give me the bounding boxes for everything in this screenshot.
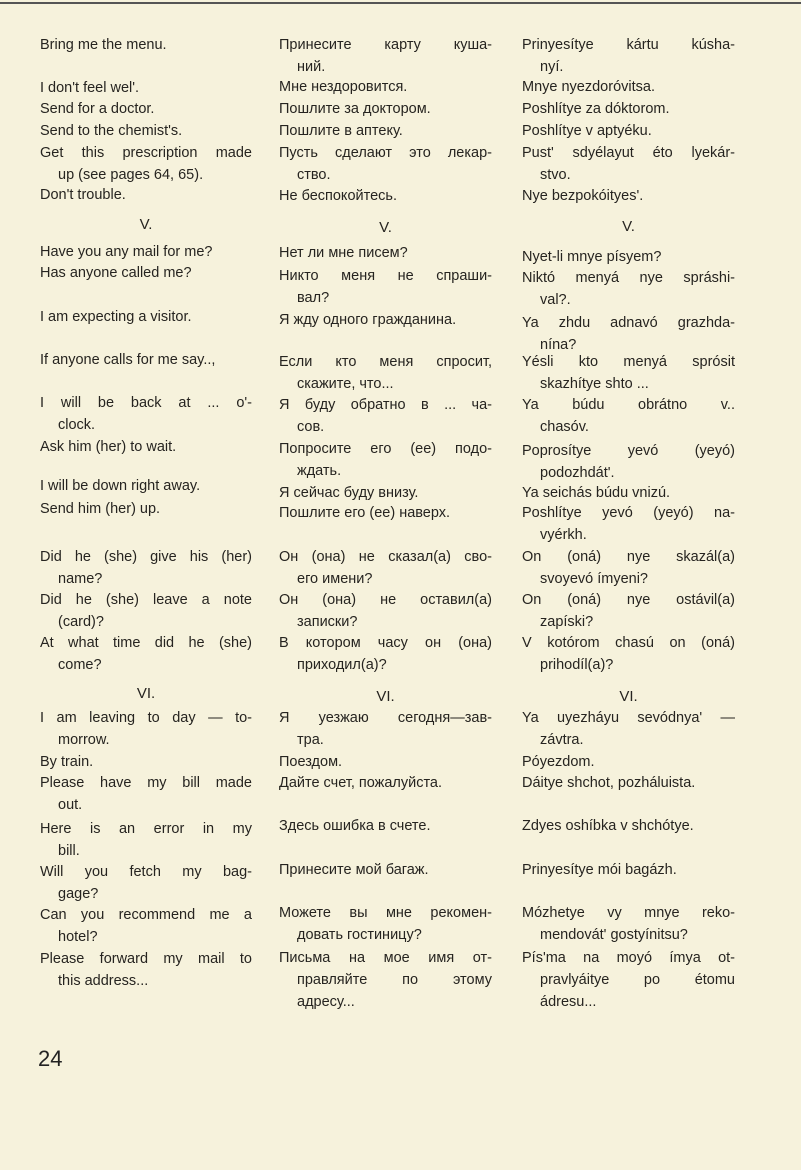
- russian-phrase-line: вал?: [297, 290, 330, 306]
- transliteration-line: Prinyesítye kártu kúsha-: [522, 37, 735, 53]
- english-phrase-line: Please forward my mail to: [40, 951, 252, 967]
- transliteration-line: Niktó menyá nye spráshi-: [522, 270, 735, 286]
- transliteration-line: Ya búdu obrátno v..: [522, 397, 735, 413]
- english-phrase-line: Ask him (her) to wait.: [40, 439, 177, 455]
- russian-phrase-line: Пошлите его (ее) наверх.: [279, 505, 451, 521]
- english-phrase-line: I will be back at ... o'-: [40, 395, 252, 411]
- english-phrase-line: Did he (she) give his (her): [40, 549, 252, 565]
- transliteration-line: Poshlítye yevó (yeyó) na-: [522, 505, 735, 521]
- russian-phrase-line: Если кто меня спросит,: [279, 354, 492, 370]
- english-phrase-line: I will be down right away.: [40, 478, 201, 494]
- russian-phrase-line: ний.: [297, 59, 326, 75]
- english-phrase-line: At what time did he (she): [40, 635, 252, 651]
- english-phrase-line: Get this prescription made: [40, 145, 252, 161]
- english-phrase-line: clock.: [58, 417, 96, 433]
- russian-phrase-line: ство.: [297, 167, 331, 183]
- russian-phrase-line: Письма на мое имя от-: [279, 950, 492, 966]
- transliteration-line: Ya uyezháyu sevódnya' —: [522, 710, 735, 726]
- transliteration-line: stvo.: [540, 167, 571, 183]
- transliteration-line: Mózhetye vy mnye reko-: [522, 905, 735, 921]
- russian-phrase-line: тра.: [297, 732, 324, 748]
- russian-phrase-line: Он (она) не оставил(а): [279, 592, 492, 608]
- russian-phrase-line: Мне нездоровится.: [279, 79, 408, 95]
- transliteration-line: On (oná) nye skazál(a): [522, 549, 735, 565]
- english-phrase-line: Send to the chemist's.: [40, 123, 183, 139]
- transliteration-line: vyérkh.: [540, 527, 587, 543]
- english-phrase-line: Here is an error in my: [40, 821, 252, 837]
- english-phrase-line: up (see pages 64, 65).: [58, 167, 204, 183]
- transliteration-line: Prinyesítye mói bagázh.: [522, 862, 677, 878]
- page-number: 24: [38, 1046, 63, 1071]
- section-heading-tr: V.: [622, 218, 635, 235]
- transliteration-line: On (oná) nye ostávil(a): [522, 592, 735, 608]
- russian-phrase-line: Никто меня не спраши-: [279, 268, 492, 284]
- transliteration-line: svoyevó ímyeni?: [540, 571, 648, 587]
- russian-phrase-line: Я буду обратно в ... ча-: [279, 397, 492, 413]
- russian-phrase-line: правляйте по этому: [297, 972, 492, 988]
- russian-phrase-line: Я сейчас буду внизу.: [279, 485, 419, 501]
- english-phrase-line: Send him (her) up.: [40, 501, 161, 517]
- english-phrase-line: Did he (she) leave a note: [40, 592, 252, 608]
- english-phrase-line: hotel?: [58, 929, 98, 945]
- russian-phrase-line: Дайте счет, пожалуйста.: [279, 775, 443, 791]
- russian-phrase-line: Здесь ошибка в счете.: [279, 818, 431, 834]
- transliteration-line: mendovát' gostyínitsu?: [540, 927, 688, 943]
- transliteration-line: závtra.: [540, 732, 584, 748]
- english-phrase-line: Don't trouble.: [40, 187, 126, 203]
- english-phrase-line: Please have my bill made: [40, 775, 252, 791]
- transliteration-line: Poshlítye v aptyéku.: [522, 123, 652, 139]
- russian-phrase-line: В котором часу он (она): [279, 635, 492, 651]
- russian-phrase-line: скажите, что...: [297, 376, 394, 392]
- russian-phrase-line: Пошлите в аптеку.: [279, 123, 403, 139]
- russian-phrase-line: Не беспокойтесь.: [279, 188, 397, 204]
- russian-phrase-line: Попросите его (ее) подо-: [279, 441, 492, 457]
- russian-phrase-line: Можете вы мне рекомен-: [279, 905, 492, 921]
- transliteration-line: Dáitye shchot, pozháluista.: [522, 775, 696, 791]
- english-phrase-line: By train.: [40, 754, 94, 770]
- transliteration-line: prihodíl(a)?: [540, 657, 614, 673]
- russian-phrase-line: Я уезжаю сегодня—зав-: [279, 710, 492, 726]
- transliteration-line: podozhdát'.: [540, 465, 615, 481]
- transliteration-line: Póyezdom.: [522, 754, 595, 770]
- russian-phrase-line: записки?: [297, 614, 358, 630]
- transliteration-line: ádresu...: [540, 994, 597, 1010]
- section-heading-ru: V.: [379, 219, 392, 236]
- english-phrase-line: I am leaving to day — to-: [40, 710, 252, 726]
- transliteration-line: nína?: [540, 337, 577, 353]
- russian-phrase-line: Он (она) не сказал(а) сво-: [279, 549, 492, 565]
- transliteration-line: chasóv.: [540, 419, 589, 435]
- transliteration-line: skazhítye shto ...: [540, 376, 649, 392]
- english-phrase-line: I am expecting a visitor.: [40, 309, 192, 325]
- english-phrase-line: Bring me the menu.: [40, 37, 167, 53]
- section-heading-tr: VI.: [619, 688, 638, 705]
- russian-phrase-line: Пошлите за доктором.: [279, 101, 431, 117]
- russian-phrase-line: ждать.: [297, 463, 342, 479]
- english-phrase-line: gage?: [58, 886, 99, 902]
- english-phrase-line: morrow.: [58, 732, 110, 748]
- russian-phrase-line: Принесите мой багаж.: [279, 862, 429, 878]
- section-heading-en: V.: [139, 216, 153, 233]
- english-phrase-line: Has anyone called me?: [40, 265, 192, 281]
- russian-phrase-line: Принесите карту куша-: [279, 37, 492, 53]
- english-phrase-line: Can you recommend me a: [40, 907, 252, 923]
- english-phrase-line: come?: [58, 657, 102, 673]
- english-phrase-line: Have you any mail for me?: [40, 244, 213, 260]
- transliteration-line: nyí.: [540, 59, 564, 75]
- transliteration-line: Pust' sdyélayut éto lyekár-: [522, 145, 735, 161]
- transliteration-line: Yésli kto menyá sprósit: [522, 354, 735, 370]
- transliteration-line: V kotórom chasú on (oná): [522, 635, 735, 651]
- russian-phrase-line: сов.: [297, 419, 325, 435]
- transliteration-line: Poshlítye za dóktorom.: [522, 101, 670, 117]
- english-phrase-line: Send for a doctor.: [40, 101, 155, 117]
- russian-phrase-line: Нет ли мне писем?: [279, 245, 408, 261]
- russian-phrase-line: довать гостиницу?: [297, 927, 422, 943]
- transliteration-line: val?.: [540, 292, 571, 308]
- russian-phrase-line: Поездом.: [279, 754, 343, 770]
- section-heading-ru: VI.: [376, 688, 395, 705]
- transliteration-line: Mnye nyezdoróvitsa.: [522, 79, 655, 95]
- english-phrase-line: this address...: [58, 973, 149, 989]
- english-phrase-line: out.: [58, 797, 83, 813]
- transliteration-line: Poprosítye yevó (yeyó): [522, 443, 735, 459]
- english-phrase-line: (card)?: [58, 614, 104, 630]
- russian-phrase-line: приходил(а)?: [297, 657, 387, 673]
- section-heading-en: VI.: [136, 685, 156, 702]
- transliteration-line: Pís'ma na moyó ímya ot-: [522, 950, 735, 966]
- russian-phrase-line: его имени?: [297, 571, 373, 587]
- english-phrase-line: Will you fetch my bag-: [40, 864, 252, 880]
- top-rule: [0, 2, 801, 4]
- transliteration-line: Zdyes oshíbka v shchótye.: [522, 818, 694, 834]
- russian-phrase-line: адресу...: [297, 994, 355, 1010]
- russian-phrase-line: Пусть сделают это лекар-: [279, 145, 492, 161]
- transliteration-line: Nye bezpokóityes'.: [522, 188, 644, 204]
- transliteration-line: zapíski?: [540, 614, 594, 630]
- russian-phrase-line: Я жду одного гражданина.: [279, 312, 457, 328]
- transliteration-line: Ya seichás búdu vnizú.: [522, 485, 671, 501]
- transliteration-line: Nyet-li mnye písyem?: [522, 249, 662, 265]
- transliteration-line: Ya zhdu adnavó grazhda-: [522, 315, 735, 331]
- english-phrase-line: I don't feel wel'.: [40, 80, 140, 96]
- english-phrase-line: If anyone calls for me say..,: [40, 352, 216, 368]
- english-phrase-line: bill.: [58, 843, 80, 859]
- transliteration-line: pravlyáitye po étomu: [540, 972, 735, 988]
- english-phrase-line: name?: [58, 571, 103, 587]
